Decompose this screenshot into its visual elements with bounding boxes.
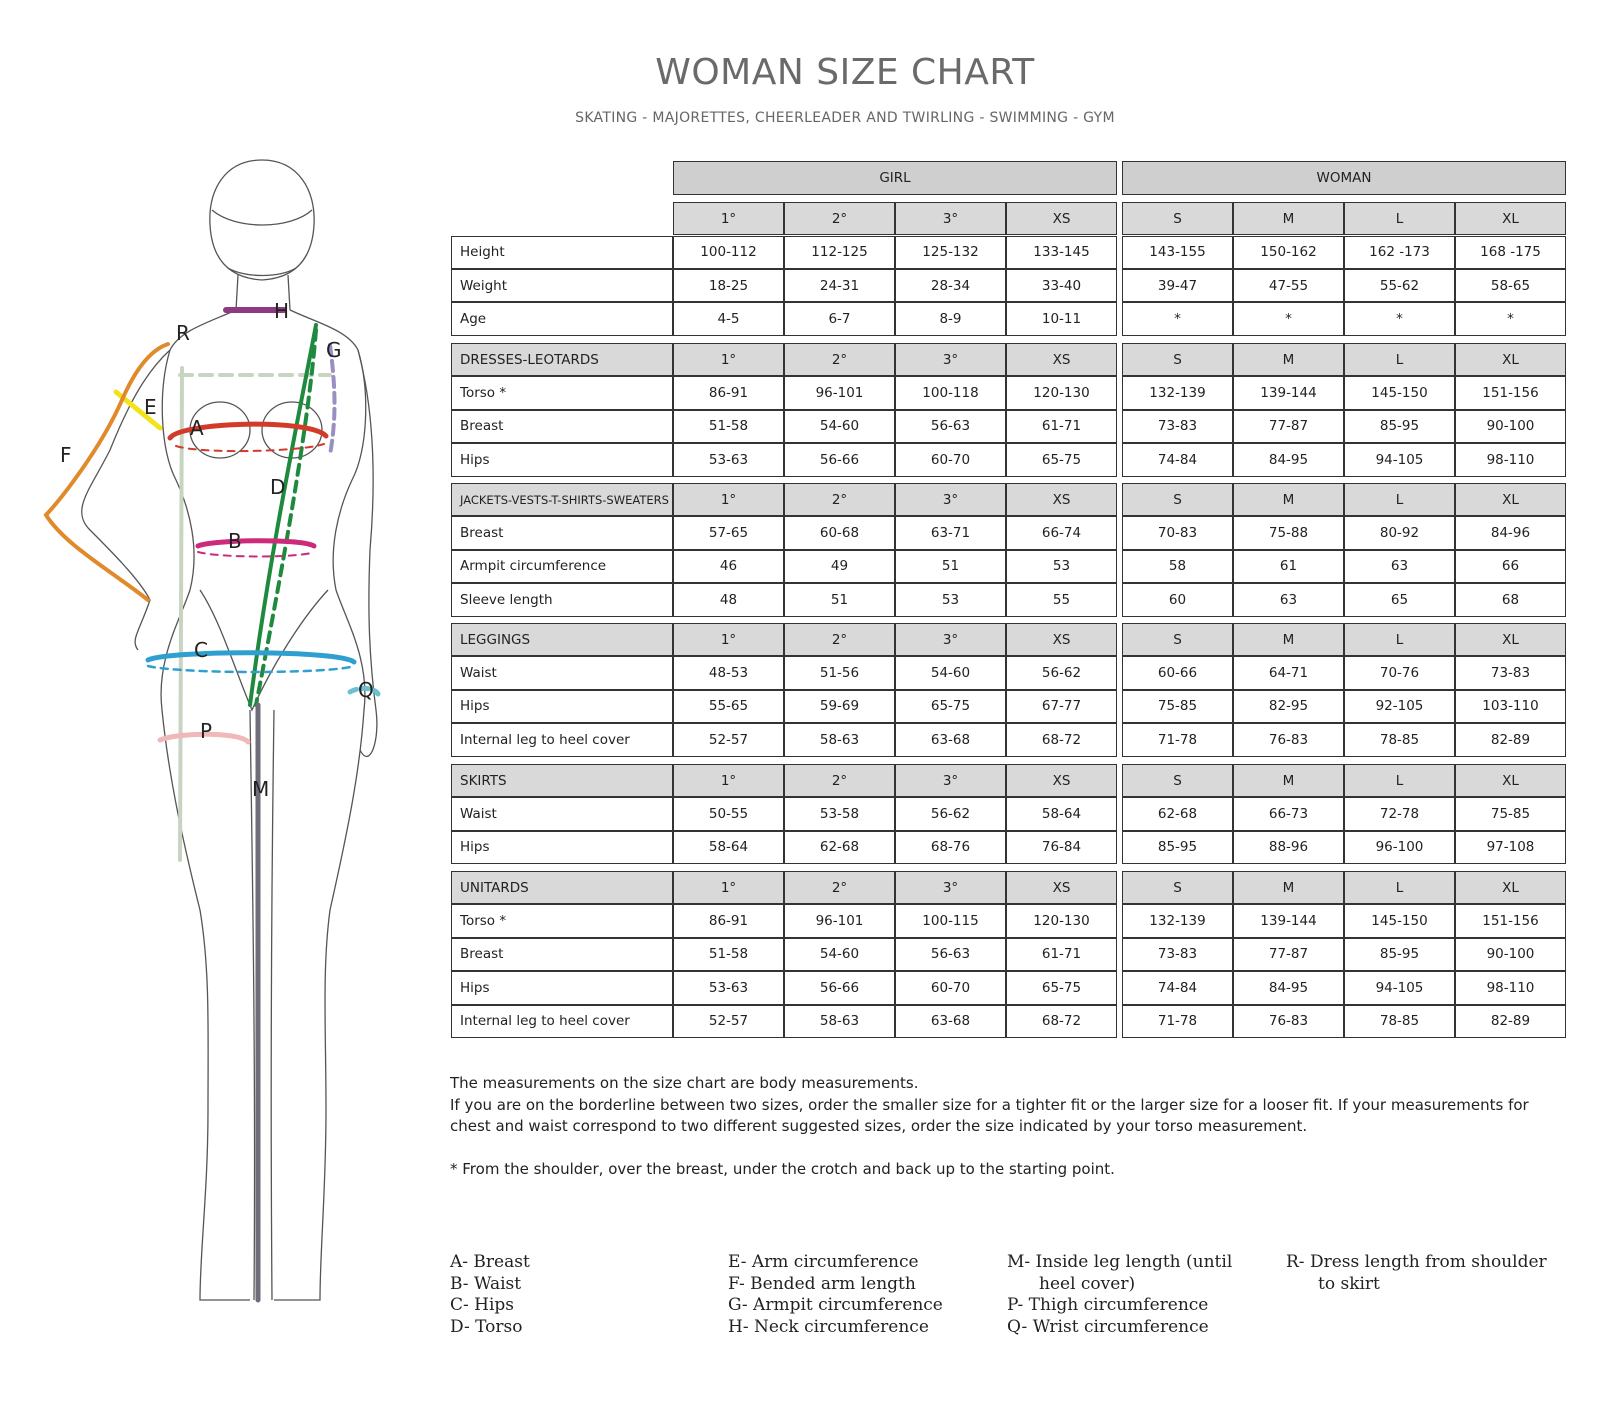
legend-item: B- Waist	[450, 1273, 522, 1294]
table-cell: 63	[1233, 583, 1344, 616]
table-cell: 57-65	[673, 516, 784, 549]
table-cell: 55-62	[1344, 269, 1455, 302]
table-cell: 73-83	[1455, 656, 1566, 689]
table-cell: 68-72	[1006, 1005, 1117, 1038]
table-cell: 53-58	[784, 797, 895, 830]
table-cell: 56-62	[895, 797, 1006, 830]
table-cell: 58-63	[784, 723, 895, 756]
table-cell: 73-83	[1122, 938, 1233, 971]
size-header-cell: 3°	[895, 343, 1006, 376]
table-cell: 58-64	[1006, 797, 1117, 830]
table-cell: 68-76	[895, 831, 1006, 864]
note-line-1: The measurements on the size chart are body measurements.	[450, 1074, 919, 1092]
row-label: Height	[451, 236, 673, 269]
label-q: Q	[358, 678, 374, 702]
size-header-cell: XS	[1006, 871, 1117, 904]
table-cell: 68	[1455, 583, 1566, 616]
table-cell: 51	[784, 583, 895, 616]
table-cell: 94-105	[1344, 971, 1455, 1004]
table-cell: 56-66	[784, 443, 895, 476]
table-cell: 76-83	[1233, 723, 1344, 756]
table-cell: 92-105	[1344, 690, 1455, 723]
table-cell: 133-145	[1006, 236, 1117, 269]
table-cell: 63-68	[895, 1005, 1006, 1038]
table-cell: *	[1344, 302, 1455, 335]
row-label: Age	[451, 302, 673, 335]
size-header-cell: S	[1122, 202, 1233, 235]
size-header-cell: 2°	[784, 483, 895, 516]
table-cell: 98-110	[1455, 971, 1566, 1004]
size-header-cell: 2°	[784, 343, 895, 376]
size-header-cell: 3°	[895, 623, 1006, 656]
table-cell: 74-84	[1122, 443, 1233, 476]
table-cell: 6-7	[784, 302, 895, 335]
row-label: Breast	[451, 410, 673, 443]
size-header-cell: XS	[1006, 343, 1117, 376]
table-cell: 58-63	[784, 1005, 895, 1038]
table-cell: 82-89	[1455, 1005, 1566, 1038]
table-cell: 150-162	[1233, 236, 1344, 269]
table-cell: 139-144	[1233, 904, 1344, 937]
table-cell: 60-70	[895, 971, 1006, 1004]
row-label: Internal leg to heel cover	[451, 723, 673, 756]
table-cell: 46	[673, 550, 784, 583]
table-cell: 55-65	[673, 690, 784, 723]
table-cell: 60-66	[1122, 656, 1233, 689]
table-cell: 18-25	[673, 269, 784, 302]
table-cell: 59-69	[784, 690, 895, 723]
row-label: Weight	[451, 269, 673, 302]
legend-item: H- Neck circumference	[728, 1316, 929, 1337]
table-cell: 68-72	[1006, 723, 1117, 756]
label-p: P	[200, 719, 213, 743]
size-header-cell: M	[1233, 623, 1344, 656]
table-cell: 90-100	[1455, 938, 1566, 971]
table-cell: 64-71	[1233, 656, 1344, 689]
table-cell: 53-63	[673, 971, 784, 1004]
table-cell: 96-100	[1344, 831, 1455, 864]
table-cell: 58-65	[1455, 269, 1566, 302]
size-header-cell: L	[1344, 871, 1455, 904]
size-header-cell: XS	[1006, 483, 1117, 516]
size-header-cell: XL	[1455, 343, 1566, 376]
table-cell: 48	[673, 583, 784, 616]
label-m: M	[252, 777, 270, 801]
legend-item: A- Breast	[450, 1252, 530, 1272]
table-cell: 56-63	[895, 938, 1006, 971]
table-cell: 54-60	[784, 938, 895, 971]
table-cell: 103-110	[1455, 690, 1566, 723]
table-cell: 132-139	[1122, 904, 1233, 937]
row-label: Hips	[451, 690, 673, 723]
table-cell: 78-85	[1344, 723, 1455, 756]
table-cell: 86-91	[673, 904, 784, 937]
size-header-cell: XS	[1006, 623, 1117, 656]
label-a: A	[190, 416, 204, 440]
legend-item: E- Arm circumference	[728, 1252, 919, 1272]
table-cell: 100-112	[673, 236, 784, 269]
size-header-cell: 1°	[673, 202, 784, 235]
table-cell: 75-85	[1455, 797, 1566, 830]
table-cell: 62-68	[784, 831, 895, 864]
table-cell: 96-101	[784, 376, 895, 409]
size-header-cell: M	[1233, 483, 1344, 516]
table-cell: 96-101	[784, 904, 895, 937]
table-cell: 51-58	[673, 410, 784, 443]
table-cell: 51	[895, 550, 1006, 583]
table-cell: 82-95	[1233, 690, 1344, 723]
table-cell: 78-85	[1344, 1005, 1455, 1038]
label-d: D	[270, 475, 286, 499]
legend-item: M- Inside leg length (until	[1007, 1252, 1233, 1272]
table-cell: 74-84	[1122, 971, 1233, 1004]
table-cell: 63	[1344, 550, 1455, 583]
table-cell: 125-132	[895, 236, 1006, 269]
size-header-cell: L	[1344, 483, 1455, 516]
footnote: * From the shoulder, over the breast, under the crotch and back up to the starting point.	[450, 1159, 1115, 1178]
size-header-cell: 1°	[673, 623, 784, 656]
table-cell: 132-139	[1122, 376, 1233, 409]
table-cell: 97-108	[1455, 831, 1566, 864]
table-cell: 52-57	[673, 1005, 784, 1038]
table-cell: 85-95	[1344, 410, 1455, 443]
section-header: DRESSES-LEOTARDS	[451, 343, 673, 376]
table-cell: 85-95	[1122, 831, 1233, 864]
table-cell: 58-64	[673, 831, 784, 864]
table-cell: 61-71	[1006, 938, 1117, 971]
group-header-girl: GIRL	[673, 161, 1117, 195]
legend-item-continued: heel cover)	[1039, 1273, 1136, 1294]
table-cell: 88-96	[1233, 831, 1344, 864]
size-header-cell: S	[1122, 343, 1233, 376]
size-header-cell: L	[1344, 202, 1455, 235]
row-label: Armpit circumference	[451, 550, 673, 583]
table-cell: 73-83	[1122, 410, 1233, 443]
size-header-cell: 1°	[673, 764, 784, 797]
table-cell: 145-150	[1344, 904, 1455, 937]
table-cell: 53-63	[673, 443, 784, 476]
table-cell: 70-76	[1344, 656, 1455, 689]
table-cell: 60-68	[784, 516, 895, 549]
size-header-cell: S	[1122, 764, 1233, 797]
table-cell: 60-70	[895, 443, 1006, 476]
legend-item: R- Dress length from shoulder	[1286, 1252, 1547, 1272]
table-cell: 66-73	[1233, 797, 1344, 830]
table-cell: 48-53	[673, 656, 784, 689]
table-cell: 39-47	[1122, 269, 1233, 302]
legend-item: Q- Wrist circumference	[1007, 1316, 1209, 1337]
table-cell: 120-130	[1006, 904, 1117, 937]
size-header-cell: 1°	[673, 343, 784, 376]
size-header-cell: L	[1344, 623, 1455, 656]
size-header-cell: L	[1344, 343, 1455, 376]
table-cell: 54-60	[784, 410, 895, 443]
table-cell: 33-40	[1006, 269, 1117, 302]
page-title: WOMAN SIZE CHART	[655, 52, 1035, 93]
table-cell: 70-83	[1122, 516, 1233, 549]
legend-item-continued: to skirt	[1318, 1273, 1380, 1294]
legend-col-1	[450, 1252, 530, 1338]
table-cell: 50-55	[673, 797, 784, 830]
row-label: Breast	[451, 516, 673, 549]
size-header-cell: XL	[1455, 871, 1566, 904]
label-b: B	[228, 529, 242, 553]
size-header-cell: S	[1122, 623, 1233, 656]
size-header-cell: 1°	[673, 483, 784, 516]
label-f: F	[60, 443, 72, 467]
table-cell: 51-58	[673, 938, 784, 971]
size-header-cell: 3°	[895, 871, 1006, 904]
table-cell: 47-55	[1233, 269, 1344, 302]
row-label: Torso *	[451, 376, 673, 409]
table-cell: 77-87	[1233, 410, 1344, 443]
label-r: R	[176, 321, 190, 345]
table-cell: 120-130	[1006, 376, 1117, 409]
table-cell: *	[1233, 302, 1344, 335]
table-cell: 100-115	[895, 904, 1006, 937]
row-label: Waist	[451, 797, 673, 830]
legend-col-2	[728, 1252, 943, 1338]
table-cell: 162 -173	[1344, 236, 1455, 269]
legend-item: P- Thigh circumference	[1007, 1295, 1209, 1315]
note-line-2: If you are on the borderline between two sizes, order the smaller size for a tighter fit or the larger size for a looser fit. If your measurements for chest and waist correspond to two different suggested sizes, order the size indicated by your torso measurement.	[450, 1095, 1529, 1135]
table-cell: 58	[1122, 550, 1233, 583]
row-label: Waist	[451, 656, 673, 689]
size-header-cell: M	[1233, 202, 1344, 235]
page-subtitle: SKATING - MAJORETTES, CHEERLEADER AND TWIRLING - SWIMMING - GYM	[575, 110, 1115, 126]
row-label: Breast	[451, 938, 673, 971]
table-cell: 65-75	[895, 690, 1006, 723]
table-cell: *	[1122, 302, 1233, 335]
section-header: UNITARDS	[451, 871, 673, 904]
size-header-cell: M	[1233, 764, 1344, 797]
table-cell: 151-156	[1455, 376, 1566, 409]
table-cell: 61	[1233, 550, 1344, 583]
section-header: SKIRTS	[451, 764, 673, 797]
row-label: Sleeve length	[451, 583, 673, 616]
table-cell: 63-68	[895, 723, 1006, 756]
size-header-cell: 2°	[784, 871, 895, 904]
table-cell: 151-156	[1455, 904, 1566, 937]
section-header: JACKETS-VESTS-T-SHIRTS-SWEATERS	[451, 483, 673, 516]
legend-item: C- Hips	[450, 1295, 515, 1315]
size-header-cell: XL	[1455, 483, 1566, 516]
table-cell: 84-95	[1233, 971, 1344, 1004]
table-cell: 67-77	[1006, 690, 1117, 723]
size-header-cell: S	[1122, 871, 1233, 904]
table-cell: 4-5	[673, 302, 784, 335]
table-cell: 56-62	[1006, 656, 1117, 689]
table-cell: 80-92	[1344, 516, 1455, 549]
table-cell: 65-75	[1006, 971, 1117, 1004]
legend-col-3	[1007, 1252, 1232, 1338]
size-header-cell: S	[1122, 483, 1233, 516]
row-label: Hips	[451, 831, 673, 864]
size-header-cell: XS	[1006, 202, 1117, 235]
table-cell: 90-100	[1455, 410, 1566, 443]
table-cell: 61-71	[1006, 410, 1117, 443]
table-cell: *	[1455, 302, 1566, 335]
size-header-cell: 3°	[895, 764, 1006, 797]
table-cell: 168 -175	[1455, 236, 1566, 269]
table-cell: 53	[1006, 550, 1117, 583]
table-cell: 52-57	[673, 723, 784, 756]
table-cell: 76-84	[1006, 831, 1117, 864]
notes	[450, 1073, 1560, 1180]
legend-item: F- Bended arm length	[728, 1273, 916, 1294]
size-header-cell: 2°	[784, 202, 895, 235]
table-cell: 94-105	[1344, 443, 1455, 476]
table-cell: 63-71	[895, 516, 1006, 549]
table-cell: 82-89	[1455, 723, 1566, 756]
size-header-cell: 2°	[784, 764, 895, 797]
size-header-cell: XL	[1455, 202, 1566, 235]
row-label: Hips	[451, 971, 673, 1004]
size-header-cell: M	[1233, 343, 1344, 376]
table-cell: 145-150	[1344, 376, 1455, 409]
table-cell: 56-63	[895, 410, 1006, 443]
table-cell: 77-87	[1233, 938, 1344, 971]
table-cell: 71-78	[1122, 723, 1233, 756]
table-cell: 54-60	[895, 656, 1006, 689]
size-header-cell: XS	[1006, 764, 1117, 797]
table-cell: 65	[1344, 583, 1455, 616]
table-cell: 24-31	[784, 269, 895, 302]
table-cell: 75-85	[1122, 690, 1233, 723]
table-cell: 28-34	[895, 269, 1006, 302]
table-cell: 10-11	[1006, 302, 1117, 335]
table-cell: 49	[784, 550, 895, 583]
table-cell: 65-75	[1006, 443, 1117, 476]
legend-item: G- Armpit circumference	[728, 1295, 943, 1315]
table-cell: 75-88	[1233, 516, 1344, 549]
table-cell: 60	[1122, 583, 1233, 616]
size-header-cell: M	[1233, 871, 1344, 904]
row-label: Torso *	[451, 904, 673, 937]
table-cell: 112-125	[784, 236, 895, 269]
group-header-woman: WOMAN	[1122, 161, 1566, 195]
size-header-cell: 2°	[784, 623, 895, 656]
size-header-cell: 3°	[895, 202, 1006, 235]
section-header: LEGGINGS	[451, 623, 673, 656]
legend-col-4	[1286, 1252, 1547, 1295]
table-cell: 143-155	[1122, 236, 1233, 269]
label-g: G	[326, 338, 342, 362]
table-cell: 98-110	[1455, 443, 1566, 476]
table-cell: 139-144	[1233, 376, 1344, 409]
table-cell: 8-9	[895, 302, 1006, 335]
table-cell: 71-78	[1122, 1005, 1233, 1038]
table-cell: 66-74	[1006, 516, 1117, 549]
table-cell: 62-68	[1122, 797, 1233, 830]
table-cell: 56-66	[784, 971, 895, 1004]
size-header-cell: XL	[1455, 764, 1566, 797]
size-header-cell: XL	[1455, 623, 1566, 656]
label-e: E	[144, 395, 157, 419]
table-cell: 66	[1455, 550, 1566, 583]
size-header-cell: 3°	[895, 483, 1006, 516]
row-label: Internal leg to heel cover	[451, 1005, 673, 1038]
row-label: Hips	[451, 443, 673, 476]
table-cell: 55	[1006, 583, 1117, 616]
table-cell: 85-95	[1344, 938, 1455, 971]
table-cell: 76-83	[1233, 1005, 1344, 1038]
size-header-cell: L	[1344, 764, 1455, 797]
legend-item: D- Torso	[450, 1316, 523, 1337]
label-c: C	[194, 638, 208, 662]
table-cell: 53	[895, 583, 1006, 616]
table-cell: 84-96	[1455, 516, 1566, 549]
table-cell: 84-95	[1233, 443, 1344, 476]
table-cell: 51-56	[784, 656, 895, 689]
size-header-cell: 1°	[673, 871, 784, 904]
table-cell: 100-118	[895, 376, 1006, 409]
table-cell: 86-91	[673, 376, 784, 409]
label-h: H	[274, 299, 290, 323]
table-cell: 72-78	[1344, 797, 1455, 830]
